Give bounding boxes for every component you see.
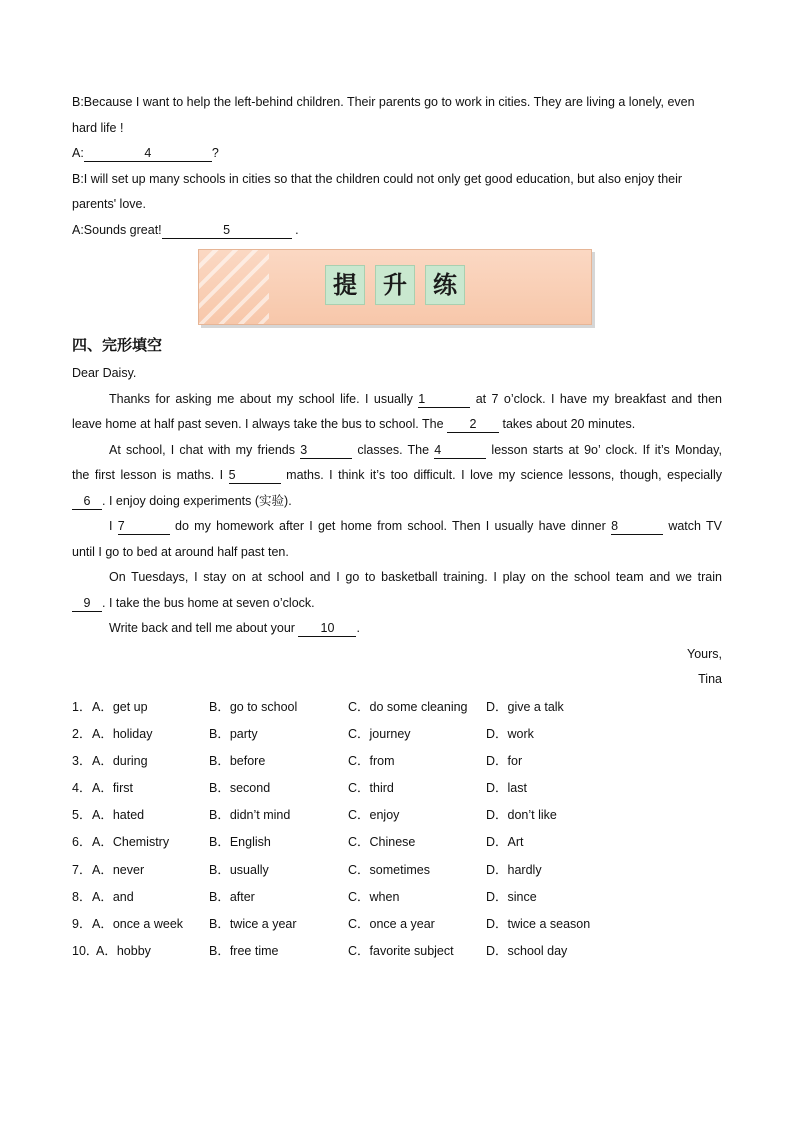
cloze-blank-1[interactable]: 1 (418, 391, 470, 408)
letter-paragraph-line (72, 463, 722, 489)
letter-text: takes about 20 minutes. (502, 417, 636, 431)
letter-paragraph-line (72, 514, 722, 540)
letter-paragraph-line (72, 591, 722, 617)
letter-paragraph-line (72, 438, 722, 464)
option-d[interactable]: D．give a talk (486, 699, 564, 714)
option-row (72, 911, 722, 938)
option-a[interactable]: A．hated (92, 808, 145, 823)
answer-blank-5[interactable]: 5 (162, 222, 292, 239)
answer-blank-4[interactable]: 4 (84, 145, 212, 162)
letter-text: I (109, 519, 113, 533)
question-number: 7． (72, 862, 92, 877)
question-number: 6． (72, 835, 92, 850)
option-row (72, 775, 722, 802)
dialogue-b-line: B:I will set up many schools in cities so that the children could not only get good education, but also enjoy their (72, 171, 683, 186)
cloze-blank-6[interactable]: 6 (72, 493, 102, 510)
option-d[interactable]: D．Art (486, 835, 524, 850)
letter-text: the first lesson is maths. I (72, 468, 224, 482)
letter-greeting: Dear Daisy. (72, 366, 137, 380)
banner-char: 提 (325, 265, 365, 305)
option-d[interactable]: D．work (486, 726, 534, 741)
letter-text: maths. I think it’s too difficult. I love my science lessons, though, especially (286, 468, 722, 482)
option-b[interactable]: B．didn’t mind (209, 808, 291, 823)
letter-text: . I take the bus home at seven o’clock. (102, 595, 315, 610)
letter-paragraph-line (72, 412, 722, 438)
option-d[interactable]: D．school day (486, 944, 568, 959)
option-d[interactable]: D．twice a season (486, 917, 591, 931)
question-number: 2． (72, 726, 92, 741)
question-number: 8． (72, 889, 92, 904)
period: . (291, 222, 299, 237)
banner-char: 练 (425, 265, 465, 305)
cloze-blank-10[interactable]: 10 (298, 620, 356, 637)
option-b[interactable]: B．English (209, 835, 271, 850)
banner-title (199, 265, 591, 305)
option-a[interactable]: A．during (92, 753, 148, 768)
option-c[interactable]: C．third (348, 781, 394, 796)
letter-text: leave home at half past seven. I always take the bus to school. The (72, 417, 444, 431)
option-d[interactable]: D．don’t like (486, 808, 557, 823)
option-c[interactable]: C．enjoy (348, 808, 400, 823)
option-d[interactable]: D．hardly (486, 862, 542, 877)
question-number: 3． (72, 753, 92, 768)
question-number: 9． (72, 917, 92, 931)
banner-section (72, 243, 722, 331)
dialogue-a-response (72, 218, 722, 244)
option-a[interactable]: A．never (92, 862, 145, 877)
option-row (72, 721, 722, 748)
dialogue-b-line-cont: hard life ! (72, 120, 124, 135)
letter-paragraph-line: On Tuesdays, I stay on at school and I go to basketball training. I play on the school team and we train (109, 570, 722, 584)
option-a[interactable]: A．hobby (96, 944, 151, 959)
speaker-label: A: (72, 146, 84, 160)
dialogue-b-line: B:Because I want to help the left-behind children. Their parents go to work in cities. They are living a lonely, even (72, 95, 695, 109)
option-a[interactable]: A．and (92, 889, 134, 904)
option-row (72, 857, 722, 884)
letter-text: . I enjoy doing experiments (实验). (102, 493, 292, 508)
option-a[interactable]: A．first (92, 781, 133, 796)
option-b[interactable]: B．party (209, 726, 258, 741)
letter-text: do my homework after I get home from school. Then I usually have dinner (175, 519, 606, 533)
option-row (72, 694, 722, 721)
option-b[interactable]: B．go to school (209, 699, 298, 714)
letter-paragraph-line (72, 616, 722, 642)
practice-banner (198, 249, 592, 325)
option-d[interactable]: D．since (486, 889, 537, 904)
option-row (72, 802, 722, 829)
banner-char: 升 (375, 265, 415, 305)
option-b[interactable]: B．second (209, 781, 271, 796)
cloze-blank-2[interactable]: 2 (447, 416, 499, 433)
option-b[interactable]: B．before (209, 753, 266, 768)
cloze-blank-4[interactable]: 4 (434, 442, 486, 459)
section-title: 四、完形填空 (72, 337, 163, 354)
letter-paragraph-line (72, 387, 722, 413)
question-mark: ? (211, 146, 219, 160)
option-a[interactable]: A．once a week (92, 917, 184, 931)
dialogue-a-question (72, 141, 722, 167)
option-b[interactable]: B．twice a year (209, 917, 297, 931)
option-row (72, 884, 722, 911)
option-row (72, 829, 722, 856)
cloze-blank-7[interactable]: 7 (118, 518, 170, 535)
letter-paragraph-line (72, 489, 722, 515)
option-d[interactable]: D．for (486, 753, 523, 768)
option-a[interactable]: A．holiday (92, 726, 153, 741)
option-a[interactable]: A．Chemistry (92, 835, 170, 850)
letter-text: Write back and tell me about your (109, 621, 295, 635)
option-c[interactable]: C．once a year (348, 917, 435, 931)
dialogue-b-line-cont: parents' love. (72, 197, 146, 211)
letter-text: watch TV (668, 519, 722, 533)
question-number: 5． (72, 808, 92, 823)
options-list (72, 694, 722, 966)
cloze-blank-9[interactable]: 9 (72, 595, 102, 612)
question-number: 4． (72, 781, 92, 796)
speaker-text: A:Sounds great! (72, 222, 162, 237)
letter-text: . (356, 621, 360, 635)
option-a[interactable]: A．get up (92, 699, 148, 714)
option-d[interactable]: D．last (486, 781, 527, 796)
question-number: 10． (72, 944, 99, 959)
option-row (72, 938, 722, 965)
option-b[interactable]: B．after (209, 889, 255, 904)
option-c[interactable]: C．sometimes (348, 862, 430, 877)
letter-text: classes. The (357, 442, 430, 457)
option-c[interactable]: C．journey (348, 726, 411, 741)
option-b[interactable]: B．free time (209, 944, 279, 959)
option-b[interactable]: B．usually (209, 862, 269, 877)
letter-paragraph-line: until I go to bed at around half past ten. (72, 544, 289, 559)
cloze-blank-8[interactable]: 8 (611, 518, 663, 535)
question-number: 1． (72, 699, 92, 714)
option-c[interactable]: C．do some cleaning (348, 699, 468, 714)
option-row (72, 748, 722, 775)
letter-text: At school, I chat with my friends (109, 442, 296, 457)
cloze-blank-5[interactable]: 5 (229, 467, 281, 484)
letter-closing: Yours, (687, 646, 722, 661)
letter-text: lesson starts at 9o’ clock. If it’s Monday, (491, 442, 722, 457)
option-c[interactable]: C．when (348, 889, 400, 904)
letter-signature: Tina (698, 672, 722, 686)
option-c[interactable]: C．from (348, 753, 395, 768)
letter-text: Thanks for asking me about my school life. I usually (109, 391, 413, 406)
option-c[interactable]: C．favorite subject (348, 944, 454, 959)
option-c[interactable]: C．Chinese (348, 835, 416, 850)
letter-text: at 7 o’clock. I have my breakfast and then (475, 391, 723, 406)
worksheet-page (72, 90, 722, 965)
cloze-blank-3[interactable]: 3 (300, 442, 352, 459)
